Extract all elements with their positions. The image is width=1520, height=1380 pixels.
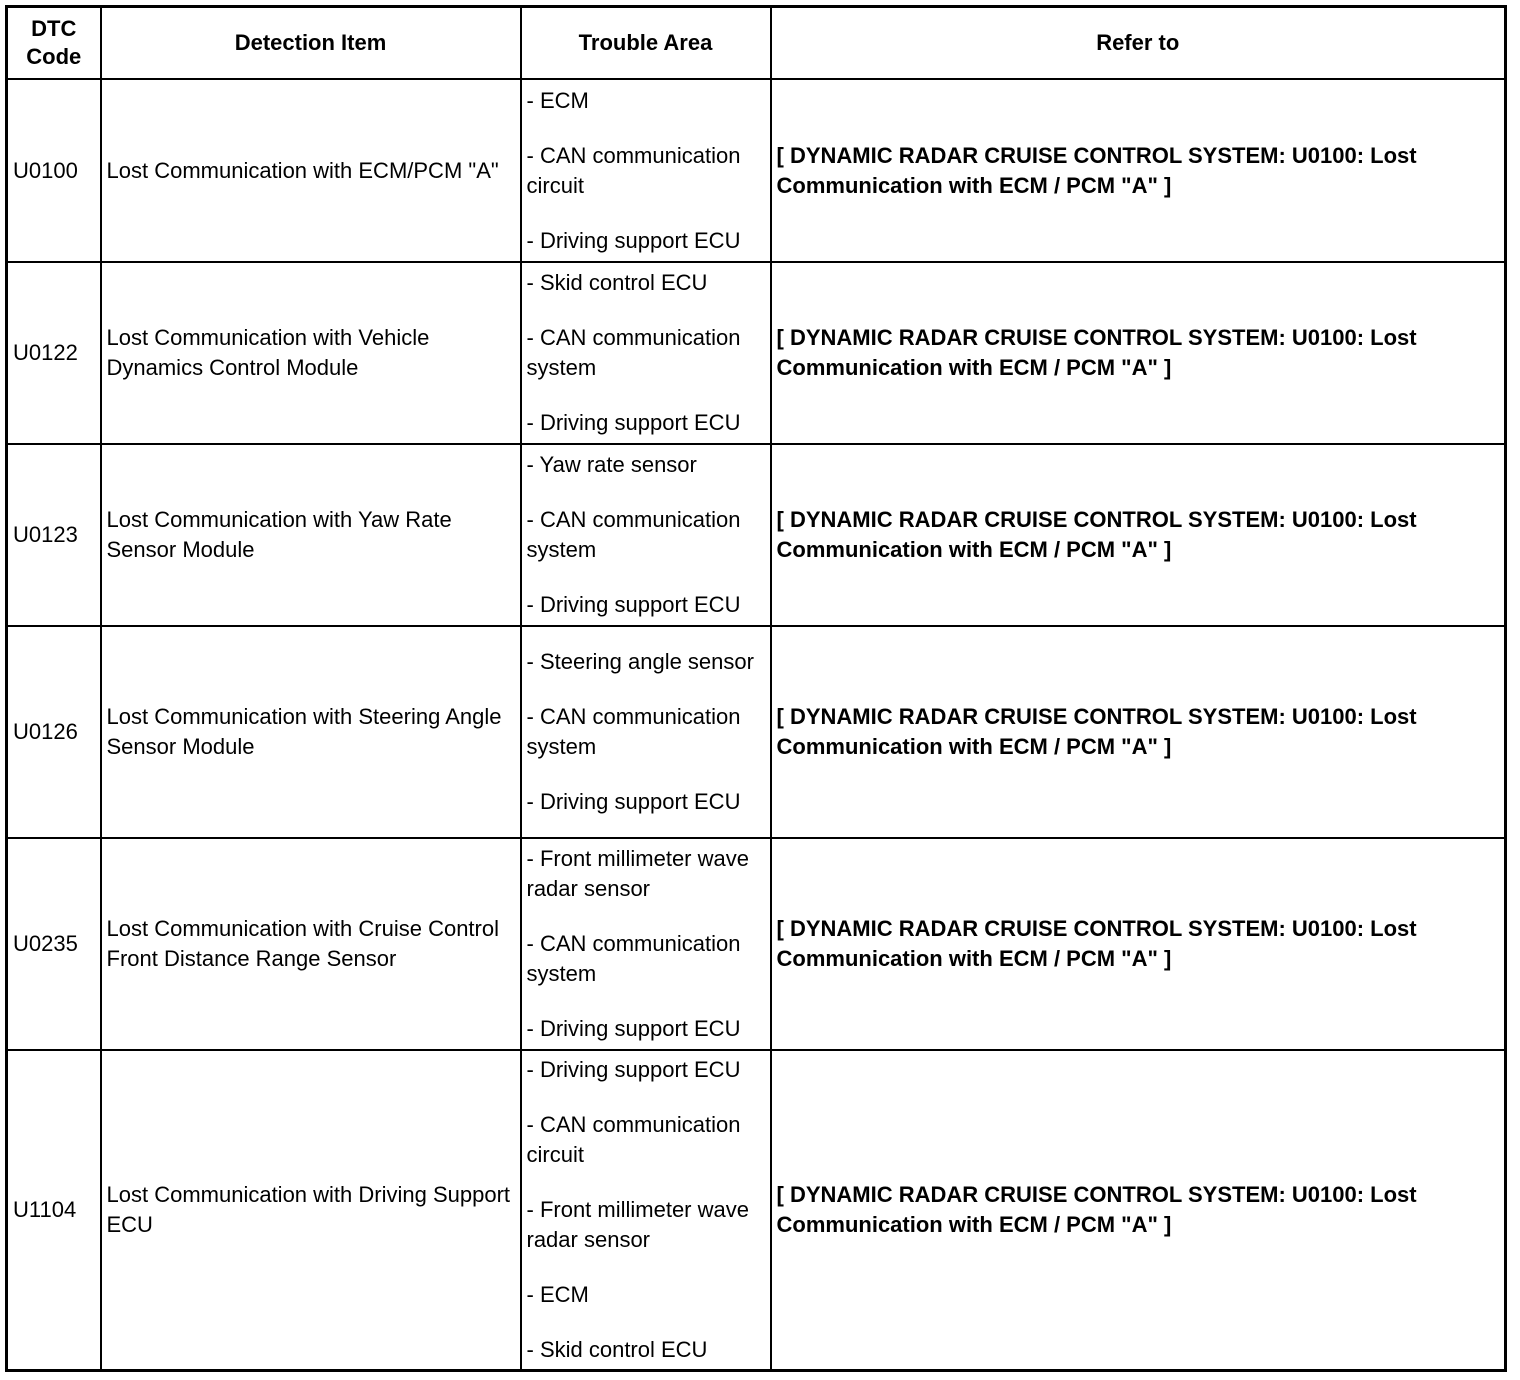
trouble-area-list: [527, 1055, 765, 1365]
table-row: [7, 444, 1506, 626]
trouble-area-list: [527, 647, 765, 817]
trouble-area-list: [527, 844, 765, 1044]
table-row: [7, 838, 1506, 1050]
dtc-code-cell: U0126: [7, 626, 101, 838]
trouble-area-list: [527, 450, 765, 620]
detection-item-cell: Lost Communication with ECM/PCM "A": [101, 79, 521, 262]
trouble-area-item: - Front millimeter wave radar sensor: [526, 1197, 749, 1252]
table-row: [7, 626, 1506, 838]
detection-item-cell: Lost Communication with Vehicle Dynamics Control Module: [101, 262, 521, 444]
table-row: [7, 79, 1506, 262]
dtc-table: [5, 5, 1507, 1372]
trouble-area-item: - CAN communication circuit: [526, 142, 741, 198]
trouble-area-item: - Driving support ECU: [526, 1057, 741, 1082]
refer-to-link[interactable]: [ DYNAMIC RADAR CRUISE CONTROL SYSTEM: U0100: Lost Communication with ECM / PCM "A" ]: [771, 444, 1506, 626]
trouble-area-item: - Steering angle sensor: [526, 649, 754, 674]
detection-item-cell: Lost Communication with Yaw Rate Sensor Module: [101, 444, 521, 626]
trouble-area-cell: [521, 79, 771, 262]
dtc-code-cell: U0235: [7, 838, 101, 1050]
dtc-code-cell: U1104: [7, 1050, 101, 1371]
header-dtc-code: [7, 7, 101, 80]
trouble-area-item: - Yaw rate sensor: [526, 452, 697, 477]
dtc-code-cell: U0100: [7, 79, 101, 262]
dtc-code-cell: U0123: [7, 444, 101, 626]
trouble-area-cell: [521, 626, 771, 838]
trouble-area-item: - CAN communication system: [526, 931, 741, 986]
refer-to-link[interactable]: [ DYNAMIC RADAR CRUISE CONTROL SYSTEM: U0100: Lost Communication with ECM / PCM "A" ]: [771, 79, 1506, 262]
detection-item-cell: Lost Communication with Driving Support ECU: [101, 1050, 521, 1371]
trouble-area-item: - ECM: [526, 87, 589, 113]
trouble-area-item: - Driving support ECU: [526, 227, 741, 253]
trouble-area-item: - Driving support ECU: [526, 592, 741, 617]
trouble-area-item: - ECM: [526, 1282, 589, 1307]
trouble-area-item: - CAN communication system: [526, 325, 741, 380]
table-row: [7, 262, 1506, 444]
trouble-area-cell: [521, 1050, 771, 1371]
refer-to-link[interactable]: [ DYNAMIC RADAR CRUISE CONTROL SYSTEM: U0100: Lost Communication with ECM / PCM "A" ]: [771, 262, 1506, 444]
header-refer-to: Refer to: [771, 7, 1506, 80]
header-detection-item: Detection Item: [101, 7, 521, 80]
trouble-area-item: - Driving support ECU: [526, 789, 741, 814]
refer-to-link[interactable]: [ DYNAMIC RADAR CRUISE CONTROL SYSTEM: U0100: Lost Communication with ECM / PCM "A" ]: [771, 626, 1506, 838]
detection-item-cell: Lost Communication with Cruise Control Front Distance Range Sensor: [101, 838, 521, 1050]
trouble-area-item: - Driving support ECU: [526, 1016, 741, 1041]
refer-to-link[interactable]: [ DYNAMIC RADAR CRUISE CONTROL SYSTEM: U0100: Lost Communication with ECM / PCM "A" ]: [771, 1050, 1506, 1371]
trouble-area-item: - CAN communication system: [526, 507, 741, 562]
table-header-row: [7, 7, 1506, 80]
detection-item-cell: Lost Communication with Steering Angle Sensor Module: [101, 626, 521, 838]
trouble-area-cell: [521, 262, 771, 444]
trouble-area-item: - Skid control ECU: [526, 1337, 708, 1362]
trouble-area-cell: [521, 838, 771, 1050]
refer-to-link[interactable]: [ DYNAMIC RADAR CRUISE CONTROL SYSTEM: U0100: Lost Communication with ECM / PCM "A" ]: [771, 838, 1506, 1050]
trouble-area-cell: [521, 444, 771, 626]
table-row: [7, 1050, 1506, 1371]
trouble-area-item: - Front millimeter wave radar sensor: [526, 846, 749, 901]
dtc-code-cell: U0122: [7, 262, 101, 444]
trouble-area-list: [527, 86, 765, 256]
trouble-area-item: - Skid control ECU: [526, 270, 708, 295]
header-trouble-area: Trouble Area: [521, 7, 771, 80]
header-dtc-code-line1: DTC: [31, 16, 77, 41]
trouble-area-list: [527, 268, 765, 438]
header-dtc-code-line2: Code: [26, 44, 82, 69]
trouble-area-item: - CAN communication system: [526, 704, 741, 759]
trouble-area-item: - Driving support ECU: [526, 410, 741, 435]
trouble-area-item: - CAN communication circuit: [526, 1112, 741, 1167]
